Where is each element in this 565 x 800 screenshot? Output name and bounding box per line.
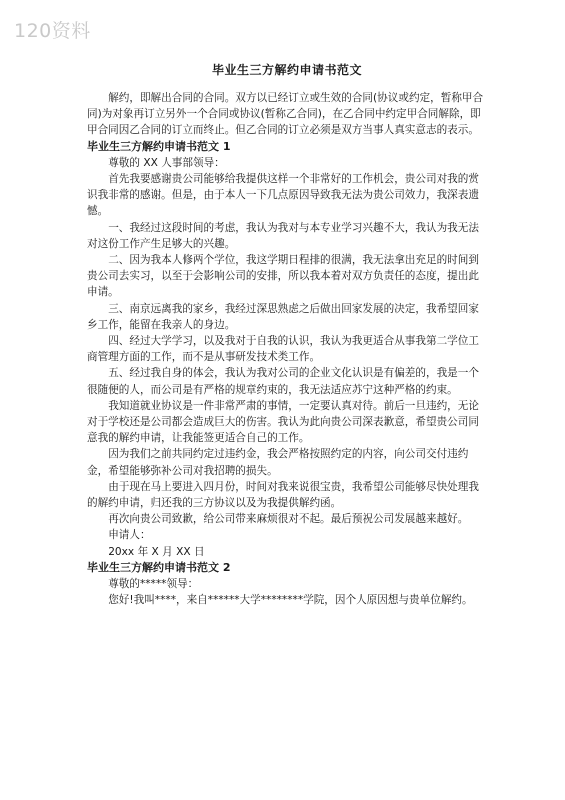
section-1-paragraph: 我知道就业协议是一件非常严肃的事情，一定要认真对待。前后一旦违约，无论对于学校还是公司都会造成巨大的伤害。我认为此向贵公司深表歉意，希望贵公司同意我的解约申请，让我能签更适合自己的工作。	[87, 399, 479, 445]
section-1-heading: 毕业生三方解约申请书范文 1	[87, 139, 231, 153]
intro-paragraph: 解约，即解出合同的合同。双方以已经订立或生效的合同(协议或约定，暂称甲合同)为对象再订立另外一个合同或协议(暂称乙合同)，在乙合同中约定甲合同解除，即甲合同因乙合同的订立而终止。但乙合同的订立必须是双方当事人真实意志的表示。	[87, 92, 484, 137]
section-1-salutation: 尊敬的 XX 人事部领导：	[108, 156, 225, 169]
document-page	[87, 62, 487, 609]
section-2-heading: 毕业生三方解约申请书范文 2	[87, 560, 231, 574]
section-1-paragraph: 二、因为我本人修两个学位，我这学期日程排的很满，我无法拿出充足的时间到贵公司去实习，以至于会影响公司的安排，所以我本着对双方负责任的态度，提出此申请。	[87, 254, 479, 299]
applicant-label: 申请人：	[108, 529, 151, 542]
section-1-paragraph: 因为我们之前共同约定过违约金，我会严格按照约定的内容，向公司交付违约金，希望能够弥补公司对我招聘的损失。	[87, 448, 469, 477]
section-1-paragraph: 再次向贵公司致歉，给公司带来麻烦很对不起。最后预祝公司发展越来越好。	[108, 513, 469, 526]
section-1-paragraph: 由于现在马上要进入四月份，时间对我来说很宝贵，我希望公司能够尽快处理我的解约申请，归还我的三方协议以及为我提供解约函。	[87, 480, 479, 510]
section-1-paragraph: 四、经过大学学习，以及我对于自我的认识，我认为我更适合从事我第二学位工商管理方面的工作，而不是从事研发技术类工作。	[87, 335, 479, 364]
section-2-paragraph: 您好!我叫****，来自******大学********学院，因个人原因想与贵单位解约。	[108, 594, 473, 607]
document-title: 毕业生三方解约申请书范文	[211, 63, 362, 77]
watermark: 120资料	[14, 20, 91, 42]
section-1-paragraph: 一、我经过这段时间的考虑，我认为我对与本专业学习兴趣不大，我认为我无法对这份工作产生足够大的兴趣。	[87, 221, 479, 250]
section-2-salutation: 尊敬的*****领导：	[108, 578, 199, 591]
section-1-paragraph: 五、经过我自身的体会，我认为我对公司的企业文化认识是有偏差的，我是一个很随便的人，而公司是有严格的规章约束的，我无法适应苏宁这种严格的约束。	[87, 367, 479, 396]
section-1-paragraph: 首先我要感谢贵公司能够给我提供这样一个非常好的工作机会，贵公司对我的赏识我非常的感谢。但是，由于本人一下几点原因导致我无法为贵公司效力，我深表遗憾。	[87, 173, 479, 218]
section-1-paragraph: 三、南京远离我的家乡，我经过深思熟虑之后做出回家发展的决定，我希望回家乡工作，能留在我亲人的身边。	[87, 302, 479, 331]
application-date: 20xx 年 X 月 XX 日	[108, 545, 205, 558]
